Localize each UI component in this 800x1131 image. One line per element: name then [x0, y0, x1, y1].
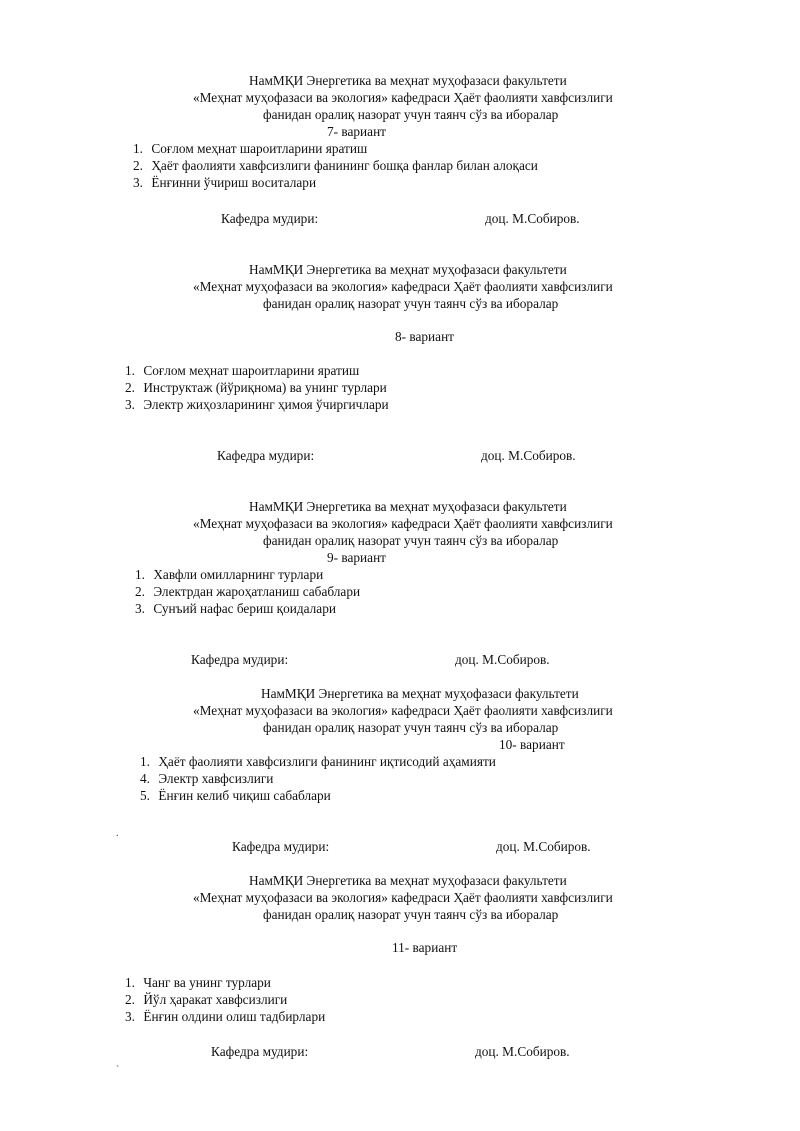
list-item: 1. Хавфли омилларнинг турлари [135, 567, 324, 582]
subject-header: фанидан оралиқ назорат учун таянч сўз ва иборалар [263, 107, 559, 122]
faculty-header: НамМҚИ Энергетика ва меҳнат муҳофазаси факультети [249, 73, 567, 88]
signature-name: доц. М.Собиров. [485, 211, 580, 226]
list-item: 2. Инструктаж (йўриқнома) ва унинг турлари [125, 380, 387, 395]
list-item: 5. Ёнғин келиб чиқиш сабаблари [140, 788, 331, 803]
list-item: 2. Йўл ҳаракат хавфсизлиги [125, 992, 288, 1007]
signature-name: доц. М.Собиров. [475, 1044, 570, 1059]
question-list [140, 753, 496, 804]
subject-header: фанидан оралиқ назорат учун таянч сўз ва иборалар [263, 907, 559, 922]
list-item: 3. Ёнғин олдини олиш тадбирлари [125, 1009, 326, 1024]
signature-label: Кафедра мудири: [221, 211, 319, 226]
variant-title: 9- вариант [327, 550, 386, 565]
stray-mark: ` [116, 1065, 120, 1076]
signature-label: Кафедра мудири: [217, 448, 315, 463]
variant-title: 8- вариант [395, 329, 454, 344]
signature-name: доц. М.Собиров. [481, 448, 576, 463]
question-list [133, 140, 538, 191]
department-header: «Меҳнат муҳофазаси ва экология» кафедраси Ҳаёт фаолияти хавфсизлиги [193, 703, 613, 718]
list-item: 2. Ҳаёт фаолияти хавфсизлиги фанининг бошқа фанлар билан алоқаси [133, 158, 538, 173]
variant-title: 7- вариант [327, 124, 386, 139]
variant-title: 11- вариант [392, 940, 458, 955]
faculty-header: НамМҚИ Энергетика ва меҳнат муҳофазаси факультети [249, 873, 567, 888]
faculty-header: НамМҚИ Энергетика ва меҳнат муҳофазаси факультети [249, 262, 567, 277]
department-header: «Меҳнат муҳофазаси ва экология» кафедраси Ҳаёт фаолияти хавфсизлиги [193, 90, 613, 105]
list-item: 4. Электр хавфсизлиги [140, 771, 274, 786]
department-header: «Меҳнат муҳофазаси ва экология» кафедраси Ҳаёт фаолияти хавфсизлиги [193, 516, 613, 531]
list-item: 2. Электрдан жароҳатланиш сабаблари [135, 584, 361, 599]
subject-header: фанидан оралиқ назорат учун таянч сўз ва иборалар [263, 533, 559, 548]
list-item: 3. Электр жиҳозларининг ҳимоя ўчиргичлари [125, 397, 389, 412]
department-header: «Меҳнат муҳофазаси ва экология» кафедраси Ҳаёт фаолияти хавфсизлиги [193, 890, 613, 905]
signature-name: доц. М.Собиров. [496, 839, 591, 854]
list-item: 1. Соғлом меҳнат шароитларини яратиш [125, 363, 360, 378]
list-item: 3. Сунъий нафас бериш қоидалари [135, 601, 336, 616]
list-item: 3. Ёнғинни ўчириш воситалари [133, 175, 317, 190]
list-item: 1. Ҳаёт фаолияти хавфсизлиги фанининг иқтисодий аҳамияти [140, 754, 496, 769]
department-header: «Меҳнат муҳофазаси ва экология» кафедраси Ҳаёт фаолияти хавфсизлиги [193, 279, 613, 294]
signature-label: Кафедра мудири: [211, 1044, 309, 1059]
list-item: 1. Чанг ва унинг турлари [125, 975, 271, 990]
question-list [135, 566, 360, 617]
question-list [125, 362, 389, 413]
signature-label: Кафедра мудири: [232, 839, 330, 854]
signature-name: доц. М.Собиров. [455, 652, 550, 667]
subject-header: фанидан оралиқ назорат учун таянч сўз ва иборалар [263, 296, 559, 311]
subject-header: фанидан оралиқ назорат учун таянч сўз ва иборалар [263, 720, 559, 735]
question-list [125, 974, 325, 1025]
faculty-header: НамМҚИ Энергетика ва меҳнат муҳофазаси факультети [261, 686, 579, 701]
stray-mark: . [116, 828, 119, 839]
variant-title: 10- вариант [499, 737, 565, 752]
faculty-header: НамМҚИ Энергетика ва меҳнат муҳофазаси факультети [249, 499, 567, 514]
list-item: 1. Соғлом меҳнат шароитларини яратиш [133, 141, 368, 156]
signature-label: Кафедра мудири: [191, 652, 289, 667]
